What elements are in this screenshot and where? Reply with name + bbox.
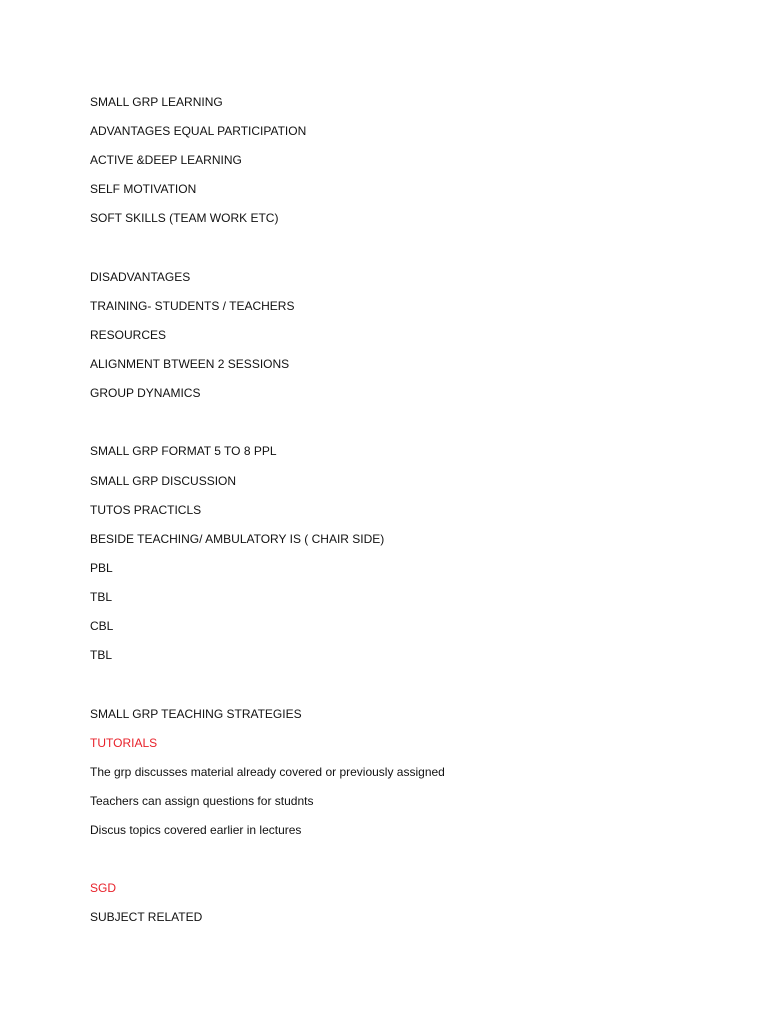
text-line: TBL bbox=[90, 590, 113, 604]
text-line: ADVANTAGES EQUAL PARTICIPATION bbox=[90, 124, 307, 138]
text-line: SMALL GRP LEARNING bbox=[90, 95, 223, 109]
text-line: CBL bbox=[90, 619, 114, 633]
text-line: SMALL GRP FORMAT 5 TO 8 PPL bbox=[90, 444, 277, 458]
text-line: BESIDE TEACHING/ AMBULATORY IS ( CHAIR SIDE) bbox=[90, 532, 385, 546]
text-line: ACTIVE &DEEP LEARNING bbox=[90, 153, 242, 167]
text-line: GROUP DYNAMICS bbox=[90, 386, 201, 400]
text-line: ALIGNMENT BTWEEN 2 SESSIONS bbox=[90, 357, 290, 371]
text-line: PBL bbox=[90, 561, 113, 575]
text-line: SOFT SKILLS (TEAM WORK ETC) bbox=[90, 211, 279, 225]
text-line: TUTOS PRACTICLS bbox=[90, 503, 202, 517]
text-line: Discus topics covered earlier in lectures bbox=[90, 823, 302, 837]
red-heading: SGD bbox=[90, 881, 117, 895]
red-heading: TUTORIALS bbox=[90, 736, 158, 750]
text-line: SMALL GRP DISCUSSION bbox=[90, 474, 237, 488]
text-line: TRAINING- STUDENTS / TEACHERS bbox=[90, 299, 295, 313]
text-line: The grp discusses material already covered or previously assigned bbox=[90, 765, 445, 779]
text-line: TBL bbox=[90, 648, 113, 662]
text-line: SELF MOTIVATION bbox=[90, 182, 197, 196]
text-line: Teachers can assign questions for studnts bbox=[90, 794, 314, 808]
text-line: RESOURCES bbox=[90, 328, 167, 342]
text-line: DISADVANTAGES bbox=[90, 270, 191, 284]
text-line: SMALL GRP TEACHING STRATEGIES bbox=[90, 707, 302, 721]
text-line: SUBJECT RELATED bbox=[90, 910, 203, 924]
